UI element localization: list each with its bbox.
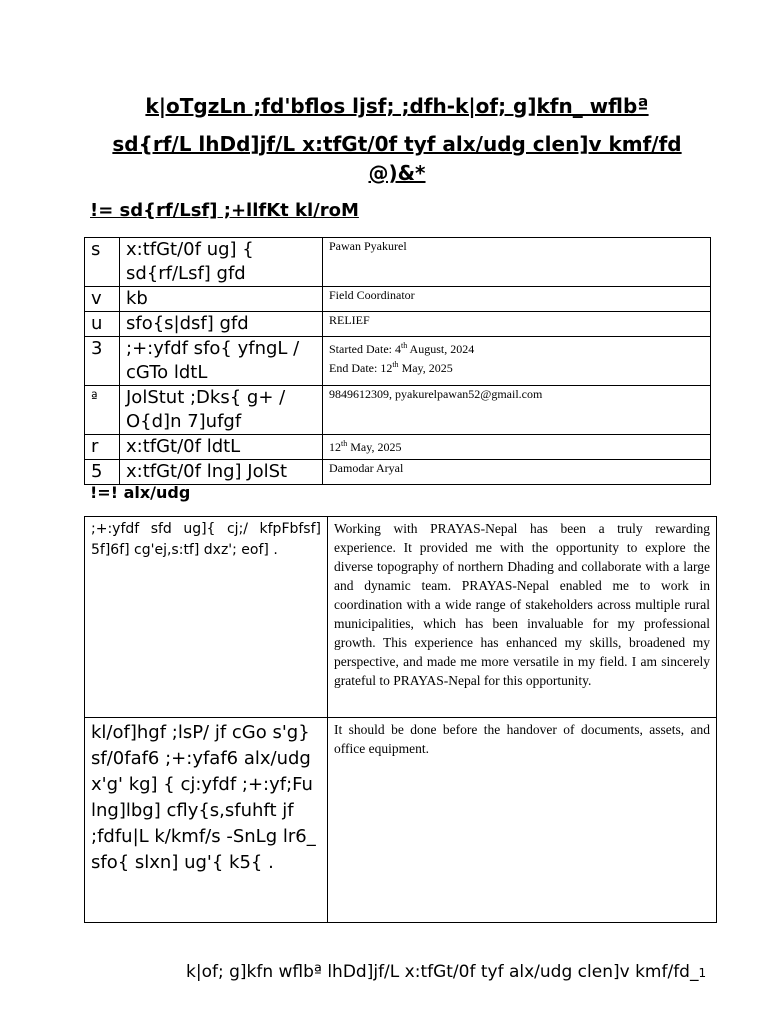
- row-label: ;+:yfdf sfo{ yfngL / cGTo ldtL: [120, 337, 323, 386]
- start-date: Started Date: 4th August, 2024: [329, 341, 475, 356]
- section2-heading: !=! alx/udg: [90, 483, 191, 502]
- row-value: It should be done before the handover of documents, assets, and office equipment.: [328, 718, 717, 923]
- row-label: kb: [120, 287, 323, 312]
- row-label: ;+:yfdf sfd ug]{ cj;/ kfpFbfsf] 5f]6f] cg'ej,s:tf] dxz'; eof] .: [85, 517, 328, 718]
- row-number: 3: [85, 337, 120, 386]
- footer-text: k|of; g]kfn wflbª lhDd]jf/L x:tfGt/0f tyf alx/udg clen]v kmf/fd_: [186, 962, 699, 982]
- employee-info-table: [84, 237, 711, 485]
- section1-heading: != sd{rf/Lsf] ;+llfKt kl/roM: [90, 200, 359, 221]
- row-label: sfo{s|dsf] gfd: [120, 312, 323, 337]
- table-row: [85, 435, 711, 460]
- row-value: [323, 337, 711, 386]
- row-label: x:tfGt/0f lng] JolSt: [120, 460, 323, 485]
- row-number: s: [85, 238, 120, 287]
- table-row: [85, 238, 711, 287]
- exit-evaluation-table: [84, 516, 717, 923]
- row-value: Field Coordinator: [323, 287, 711, 312]
- page-footer: [186, 962, 706, 982]
- document-title-line2: sd{rf/L lhDd]jf/L x:tfGt/0f tyf alx/udg clen]v kmf/fd @)&*: [112, 132, 682, 185]
- table-row: [85, 460, 711, 485]
- table-row: [85, 337, 711, 386]
- row-value: Damodar Aryal: [323, 460, 711, 485]
- table-row: [85, 386, 711, 435]
- row-label: kl/of]hgf ;lsP/ jf cGo s'g} sf/0faf6 ;+:yfaf6 alx/udg x'g' kg] { cj:yfdf ;+:yf;Fu lng]lbg] cfly{s,sfuhft jf ;fdfu|L k/kmf/s -SnLg lr6_ sfo{ slxn] ug'{ k5{ .: [85, 718, 328, 923]
- row-number: u: [85, 312, 120, 337]
- row-number: ª: [85, 386, 120, 435]
- row-number: r: [85, 435, 120, 460]
- row-number: 5: [85, 460, 120, 485]
- table-row: [85, 718, 717, 923]
- row-value: 9849612309, pyakurelpawan52@gmail.com: [323, 386, 711, 435]
- row-label: x:tfGt/0f ldtL: [120, 435, 323, 460]
- row-label: JolStut ;Dks{ g+ / O{d]n 7]ufgf: [120, 386, 323, 435]
- row-value: Pawan Pyakurel: [323, 238, 711, 287]
- row-value: 12th May, 2025: [323, 435, 711, 460]
- row-value: RELIEF: [323, 312, 711, 337]
- document-title-line1: k|oTgzLn ;fd'bflos ljsf; ;dfh-k|of; g]kfn_ wflbª: [145, 94, 649, 118]
- table-row: [85, 312, 711, 337]
- row-number: v: [85, 287, 120, 312]
- table-row: [85, 287, 711, 312]
- end-date: End Date: 12th May, 2025: [329, 360, 453, 375]
- table-row: [85, 517, 717, 718]
- row-label: x:tfGt/0f ug] { sd{rf/Lsf] gfd: [120, 238, 323, 287]
- page-number: 1: [698, 966, 707, 980]
- row-value: Working with PRAYAS-Nepal has been a truly rewarding experience. It provided me with the opportunity to explore the diverse topography of northern Dhading and collaborate with a large and dynamic team. PRAYAS-Nepal enabled me to work in coordination with a wide range of stakeholders across multiple rural municipalities, which has been invaluable for my professional growth. This experience has enhanced my skills, broadened my perspective, and made me more versatile in my field. I am sincerely grateful to PRAYAS-Nepal for this opportunity.: [328, 517, 717, 718]
